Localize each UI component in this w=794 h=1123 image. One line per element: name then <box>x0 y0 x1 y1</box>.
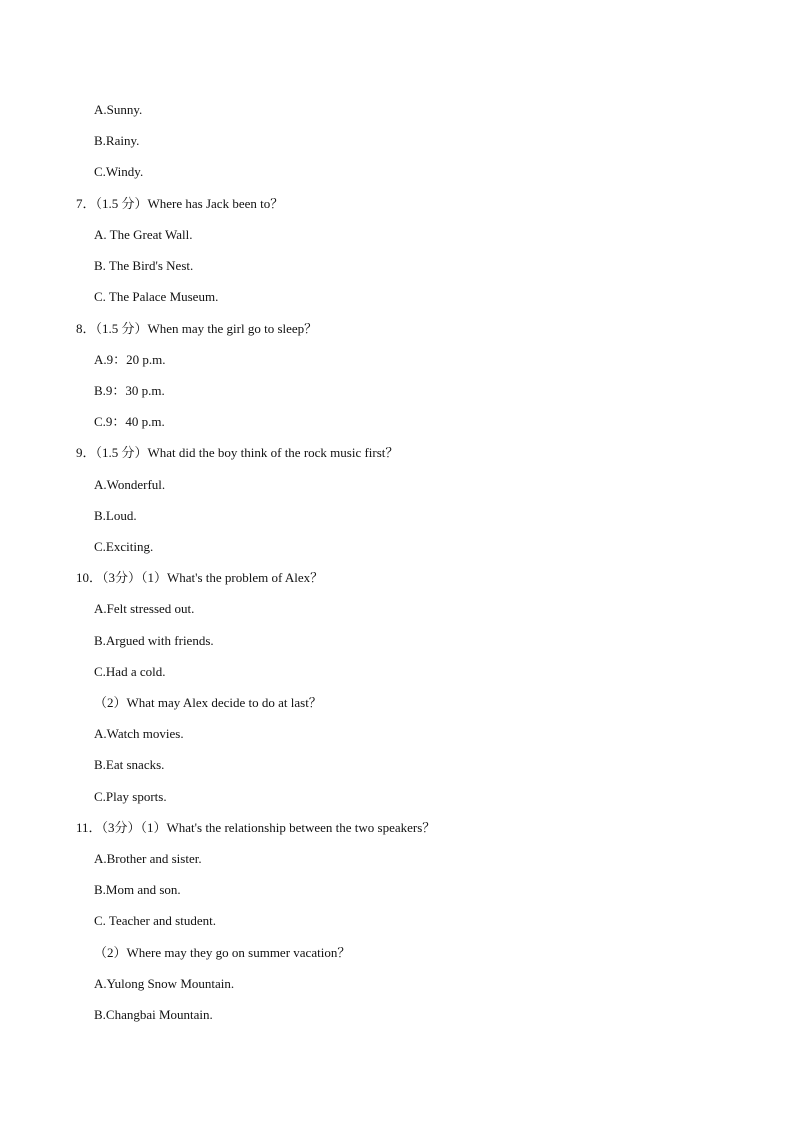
q10-2-option-b: B.Eat snacks. <box>94 757 165 772</box>
q10-1-option-c: C.Had a cold. <box>94 664 166 679</box>
q8-stem: 8．（1.5 分）When may the girl go to sleep？ <box>76 321 318 336</box>
q11-stem: 11．（3分）（1）What's the relationship between the two speakers？ <box>76 820 436 835</box>
q10-2-option-c: C.Play sports. <box>94 789 167 804</box>
q9-option-b: B.Loud. <box>94 508 137 523</box>
q8-option-c: C.9：40 p.m. <box>94 414 165 429</box>
q7-option-b: B. The Bird's Nest. <box>94 258 194 273</box>
q7-option-c: C. The Palace Museum. <box>94 289 219 304</box>
q6-option-c: C.Windy. <box>94 164 144 179</box>
q10-1-option-a: A.Felt stressed out. <box>94 601 195 616</box>
q11-2-option-a: A.Yulong Snow Mountain. <box>94 976 235 991</box>
q7-option-a: A. The Great Wall. <box>94 227 193 242</box>
q6-option-a: A.Sunny. <box>94 102 143 117</box>
q9-option-c: C.Exciting. <box>94 539 154 554</box>
q10-2-option-a: A.Watch movies. <box>94 726 184 741</box>
q10-stem: 10．（3分）（1）What's the problem of Alex？ <box>76 570 324 585</box>
q11-sub2-stem: （2）Where may they go on summer vacation？ <box>94 945 351 960</box>
q9-option-a: A.Wonderful. <box>94 477 166 492</box>
q11-2-option-b: B.Changbai Mountain. <box>94 1007 213 1022</box>
q8-option-b: B.9：30 p.m. <box>94 383 165 398</box>
q10-1-option-b: B.Argued with friends. <box>94 633 214 648</box>
q11-1-option-a: A.Brother and sister. <box>94 851 202 866</box>
q11-1-option-b: B.Mom and son. <box>94 882 181 897</box>
q7-stem: 7．（1.5 分）Where has Jack been to？ <box>76 196 284 211</box>
q11-1-option-c: C. Teacher and student. <box>94 913 216 928</box>
q10-sub2-stem: （2）What may Alex decide to do at last？ <box>94 695 322 710</box>
q6-option-b: B.Rainy. <box>94 133 140 148</box>
q8-option-a: A.9：20 p.m. <box>94 352 166 367</box>
q9-stem: 9．（1.5 分）What did the boy think of the rock music first？ <box>76 445 399 460</box>
